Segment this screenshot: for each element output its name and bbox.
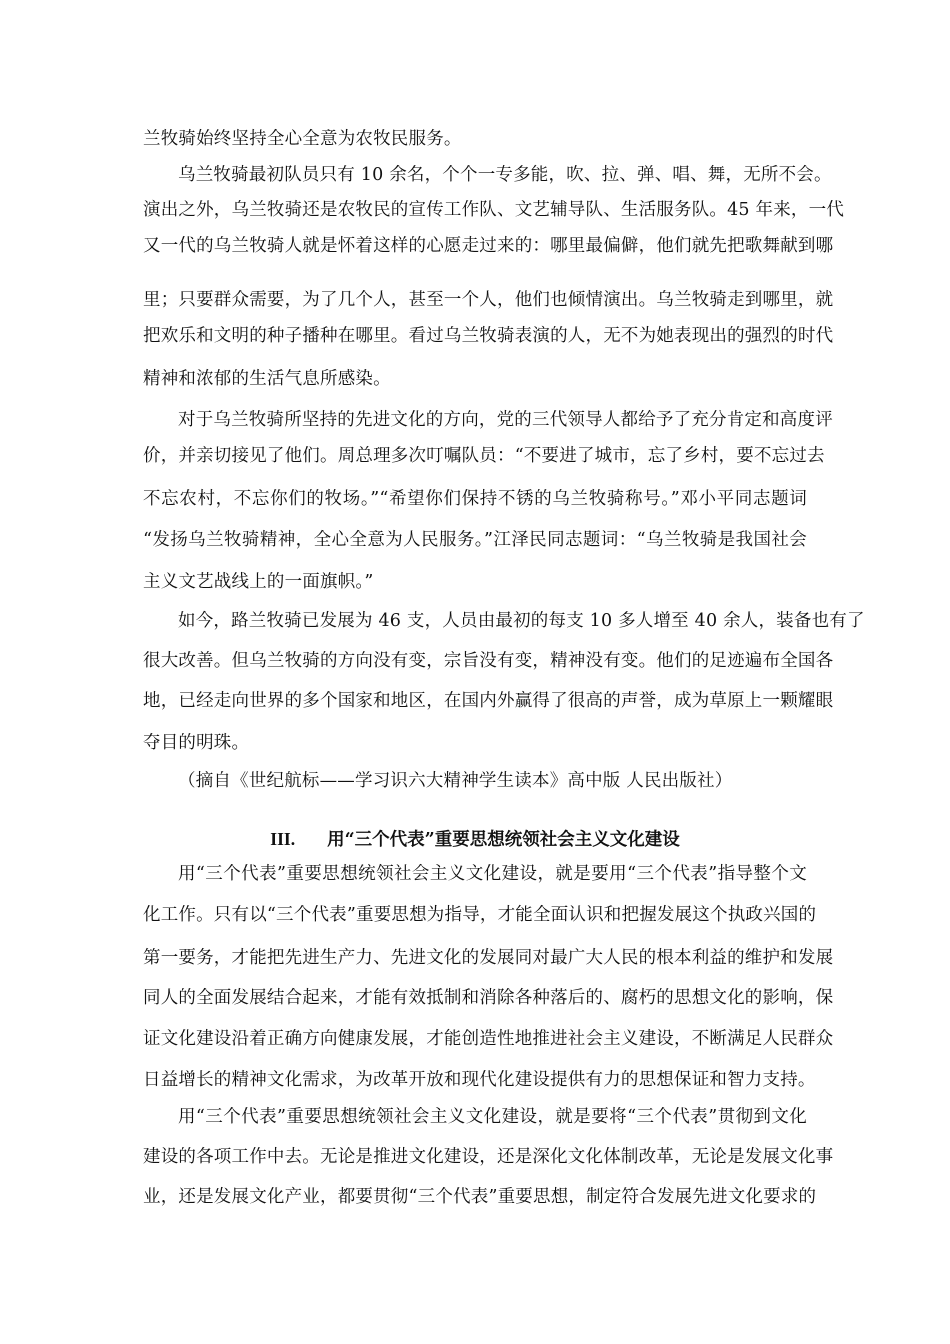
paragraph-line: 里；只要群众需要，为了几个人，甚至一个人，他们也倾情演出。乌兰牧骑走到哪里，就 xyxy=(143,290,834,310)
paragraph-line: 第一要务，才能把先进生产力、先进文化的发展同对最广大人民的根本利益的维护和发展 xyxy=(143,948,834,968)
paragraph-line: 如今，路兰牧骑已发展为 46 支，人员由最初的每支 10 多人增至 40 余人，装备也有了 xyxy=(178,611,865,631)
paragraph-line: 价，并亲切接见了他们。周总理多次叮嘱队员：“不要进了城市，忘了乡村，要不忘过去 xyxy=(143,446,825,466)
paragraph-line: 用“三个代表”重要思想统领社会主义文化建设，就是要将“三个代表”贯彻到文化 xyxy=(178,1107,807,1127)
paragraph-line: 又一代的乌兰牧骑人就是怀着这样的心愿走过来的：哪里最偏僻，他们就先把歌舞献到哪 xyxy=(143,236,834,256)
paragraph-line: 对于乌兰牧骑所坚持的先进文化的方向，党的三代领导人都给予了充分肯定和高度评 xyxy=(178,410,833,430)
paragraph-line: 证文化建设沿着正确方向健康发展，才能创造性地推进社会主义建设，不断满足人民群众 xyxy=(143,1029,834,1049)
paragraph-line: 业，还是发展文化产业，都要贯彻“三个代表”重要思想，制定符合发展先进文化要求的 xyxy=(143,1187,817,1207)
paragraph-line: 夺目的明珠。 xyxy=(143,733,250,753)
paragraph-line: 不忘农村，不忘你们的牧场。”“希望你们保持不锈的乌兰牧骑称号。”邓小平同志题词 xyxy=(143,489,807,509)
paragraph-line: 精神和浓郁的生活气息所感染。 xyxy=(143,369,391,389)
paragraph-line: 日益增长的精神文化需求，为改革开放和现代化建设提供有力的思想保证和智力支持。 xyxy=(143,1070,816,1090)
paragraph-line: 兰牧骑始终坚持全心全意为农牧民服务。 xyxy=(143,129,462,149)
paragraph-line: “发扬乌兰牧骑精神，全心全意为人民服务。”江泽民同志题词：“乌兰牧骑是我国社会 xyxy=(143,530,807,550)
paragraph-line: 主义文艺战线上的一面旗帜。” xyxy=(143,572,374,592)
paragraph-line: 建设的各项工作中去。无论是推进文化建设，还是深化文化体制改革，无论是发展文化事 xyxy=(143,1147,834,1167)
paragraph-line: 演出之外，乌兰牧骑还是农牧民的宣传工作队、文艺辅导队、生活服务队。45 年来，一代 xyxy=(143,200,845,220)
paragraph-line: 把欢乐和文明的种子播种在哪里。看过乌兰牧骑表演的人，无不为她表现出的强烈的时代 xyxy=(143,326,834,346)
section-title: 用“三个代表”重要思想统领社会主义文化建设 xyxy=(327,830,680,850)
citation: （摘自《世纪航标——学习识六大精神学生读本》高中版 人民出版社） xyxy=(178,771,733,791)
paragraph-line: 乌兰牧骑最初队员只有 10 余名，个个一专多能，吹、拉、弹、唱、舞，无所不会。 xyxy=(178,165,832,185)
paragraph-line: 用“三个代表”重要思想统领社会主义文化建设，就是要用“三个代表”指导整个文 xyxy=(178,864,807,884)
paragraph-line: 化工作。只有以“三个代表”重要思想为指导，才能全面认识和把握发展这个执政兴国的 xyxy=(143,905,817,925)
paragraph-line: 同人的全面发展结合起来，才能有效抵制和消除各种落后的、腐朽的思想文化的影响，保 xyxy=(143,988,834,1008)
section-heading xyxy=(0,828,950,851)
section-number: III. xyxy=(270,829,296,849)
paragraph-line: 很大改善。但乌兰牧骑的方向没有变，宗旨没有变，精神没有变。他们的足迹遍布全国各 xyxy=(143,651,834,671)
paragraph-line: 地，已经走向世界的多个国家和地区，在国内外赢得了很高的声誉，成为草原上一颗耀眼 xyxy=(143,691,834,711)
